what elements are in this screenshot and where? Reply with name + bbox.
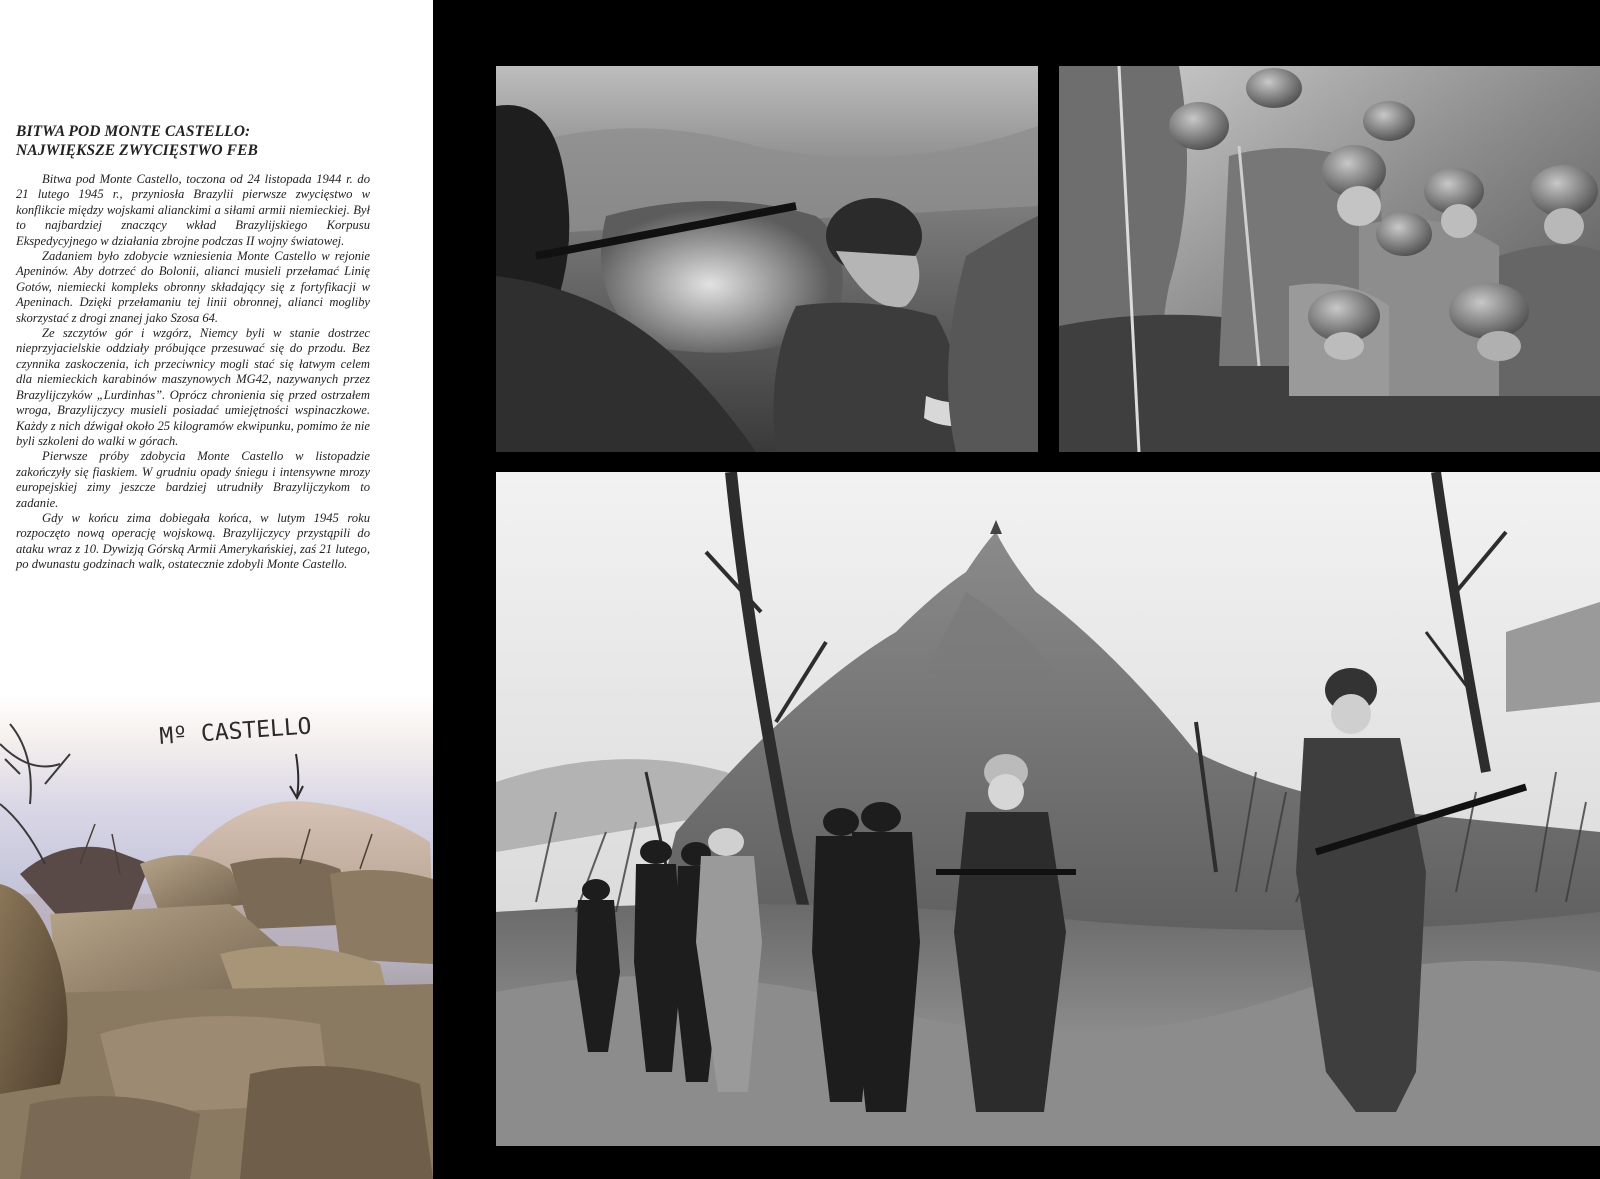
left-page (0, 0, 433, 1179)
photo-soldiers-advancing (496, 472, 1600, 1146)
article-paragraph-4: Pierwsze próby zdobycia Monte Castello w listopadzie zakończyły się fiaskiem. W grudniu opady śniegu i intensywne mrozy europejskiej zimy jeszcze bardziej utrudniły Brazylijczykom to zadanie. (16, 449, 370, 510)
article-title-line-1: BITWA POD MONTE CASTELLO: (16, 123, 251, 140)
photo-soldiers-group (1059, 66, 1600, 452)
article-paragraph-3: Ze szczytów gór i wzgórz, Niemcy byli w stanie dostrzec nieprzyjacielskie oddziały próbujące przesuwać się do przodu. Bez czynnika zaskoczenia, ich przeciwnicy mogli stać się łatwym celem dla niemieckich karabinów maszynowych MG42, nazywanych przez Brazylijczyków „Lurdinhas”. Oprócz chronienia się przed ostrzałem wroga, Brazylijczycy musieli posiadać umiejętności wspinaczkowe. Każdy z nich dźwigał około 25 kilogramów ekwipunku, pomimo że nie byli szkoleni do walki w górach. (16, 326, 370, 448)
article-paragraph-1: Bitwa pod Monte Castello, toczona od 24 listopada 1944 r. do 21 lutego 1945 r., przyniosła Brazylii pierwsze zwycięstwo w konflikcie między wojskami alianckimi a siłami armii niemieckiej. Był to najbardziej znaczący wkład Brazylijskiego Korpusu Ekspedycyjnego w działania zbrojne podczas II wojny światowej. (16, 172, 370, 248)
photo-advance-art (496, 472, 1600, 1146)
colorized-photo-art (0, 664, 433, 1179)
colorized-photo-monte-castello (0, 664, 433, 1179)
article (16, 122, 370, 573)
photo-officer-in-trench (496, 66, 1038, 452)
article-title-line-2: NAJWIĘKSZE ZWYCIĘSTWO FEB (16, 142, 258, 159)
article-title (16, 122, 370, 160)
photo-officer-art (496, 66, 1038, 452)
article-paragraph-2: Zadaniem było zdobycie wzniesienia Monte Castello w rejonie Apeninów. Aby dotrzeć do Bolonii, alianci musieli przełamać Linię Gotów, niemiecki kompleks obronny składający się z fortyfikacji w Apeninach. Dzięki przełamaniu tej linii obronnej, alianci mogliby skorzystać z drogi znanej jako Szosa 64. (16, 249, 370, 325)
arrow-down-icon (290, 754, 303, 798)
photo-annotation: Mº CASTELLO (158, 713, 313, 750)
article-paragraph-5: Gdy w końcu zima dobiegała końca, w lutym 1945 roku rozpoczęto nową operację wojskową. Brazylijczycy przystąpili do ataku wraz z 10. Dywizją Górską Armii Amerykańskiej, zaś 21 lutego, po dwunastu godzinach walk, ostatecznie zdobyli Monte Castello. (16, 510, 370, 572)
photo-soldiers-art (1059, 66, 1600, 452)
